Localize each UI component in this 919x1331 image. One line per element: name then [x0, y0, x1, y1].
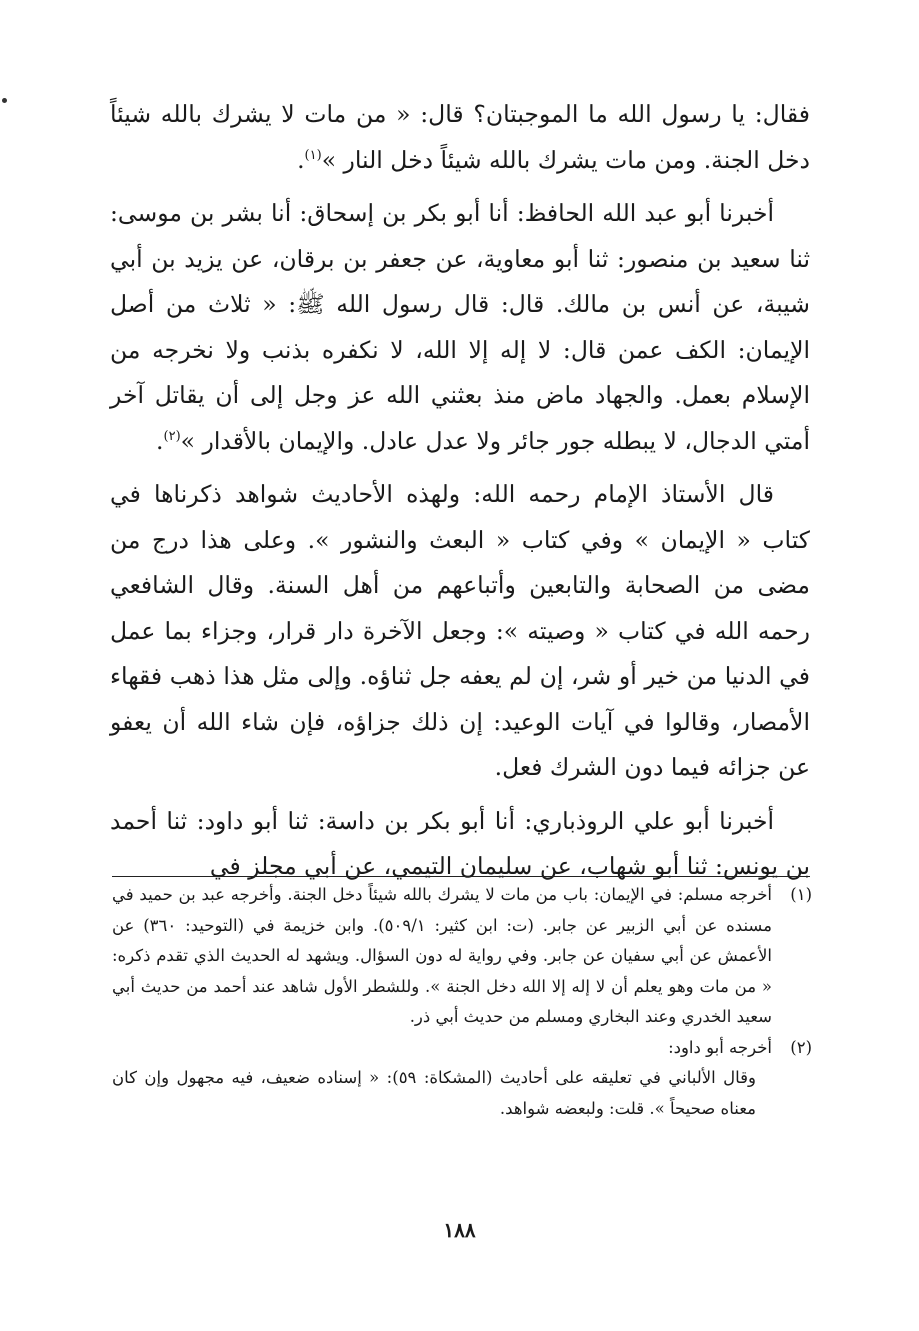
paragraph-1-text: فقال: يا رسول الله ما الموجبتان؟ قال: « من مات لا يشرك بالله شيئاً دخل الجنة. ومن مات يشرك بالله شيئاً دخل النار »	[110, 100, 810, 174]
footnote-2-number: (٢)	[790, 1037, 812, 1057]
footnotes	[112, 880, 812, 1124]
paragraph-2-end: .	[156, 426, 164, 455]
paragraph-1-end: .	[297, 145, 305, 174]
paragraph-4-text: أخبرنا أبو علي الروذباري: أنا أبو بكر بن داسة: ثنا أبو داود: ثنا أحمد بن يونس: ثنا أبو شهاب، عن سليمان التيمي، عن أبي مجلز في	[110, 806, 810, 880]
footnote-2-extra: وقال الألباني في تعليقه على أحاديث (المشكاة: ٥٩): « إسناده ضعيف، فيه مجهول وإن كان معناه صحيحاً ». قلت: ولبعضه شواهد.	[112, 1068, 756, 1118]
page-number: ١٨٨	[443, 1218, 476, 1242]
footnote-1-number: (١)	[790, 885, 812, 904]
footnote-1-text: أخرجه مسلم: في الإيمان: باب من مات لا يشرك بالله شيئاً دخل الجنة. وأخرجه عبد بن حميد في مسنده عن أبي الزبير عن جابر. (ت: ابن كثير: ٥٠٩/١). وابن خزيمة في (التوحيد: ٣٦٠) عن الأعمش عن أبي سفيان عن جابر. وفي رواية له دون السؤال. ويشهد له الحديث الذي تقدم ذكره: « من مات وهو يعلم أن لا إله إلا الله دخل الجنة ». وللشطر الأول شاهد عند أحمد من حديث أبي سعيد الخدري وعند البخاري ومسلم من حديث أبي ذر.	[112, 885, 772, 1026]
paragraph-3-text: قال الأستاذ الإمام رحمه الله: ولهذه الأحاديث شواهد ذكرناها في كتاب « الإيمان » وفي كتاب « البعث والنشور ». وعلى هذا درج من مضى من الصحابة والتابعين وأتباعهم من أهل السنة. وقال الشافعي رحمه الله في كتاب « وصيته »: وجعل الآخرة دار قرار، وجزاء بما عمل في الدنيا من خير أو شر، إن لم يعفه جل ثناؤه. وإلى مثل هذا ذهب فقهاء الأمصار، وقالوا في آيات الوعيد: إن ذلك جزاؤه، فإن شاء الله أن يعفو عن جزائه فيما دون الشرك فعل.	[110, 480, 810, 781]
footnote-1	[112, 880, 812, 1033]
paragraph-3	[110, 472, 810, 791]
paragraph-1	[110, 92, 810, 183]
paragraph-2-text: أخبرنا أبو عبد الله الحافظ: أنا أبو بكر بن إسحاق: أنا بشر بن موسى: ثنا سعيد بن منصور: ثنا أبو معاوية، عن جعفر بن برقان، عن يزيد بن أبي شيبة، عن أنس بن مالك. قال: قال رسول الله ﷺ: « ثلاث من أصل الإيمان: الكف عمن قال: لا إله إلا الله، لا نكفره بذنب ولا نخرجه من الإسلام بعمل. والجهاد ماض منذ بعثني الله عز وجل إلى أن يقاتل آخر أمتي الدجال، لا يبطله جور جائر ولا عدل عادل. والإيمان بالأقدار »	[110, 199, 810, 455]
footnote-2	[112, 1033, 812, 1125]
margin-mark	[2, 98, 7, 103]
footnote-ref-1: (١)	[304, 147, 322, 163]
footnote-2-text: أخرجه أبو داود:	[668, 1037, 772, 1057]
paragraph-2	[110, 191, 810, 464]
footnote-ref-2: (٢)	[163, 428, 181, 444]
footnote-divider	[112, 876, 810, 877]
main-text	[110, 92, 810, 898]
